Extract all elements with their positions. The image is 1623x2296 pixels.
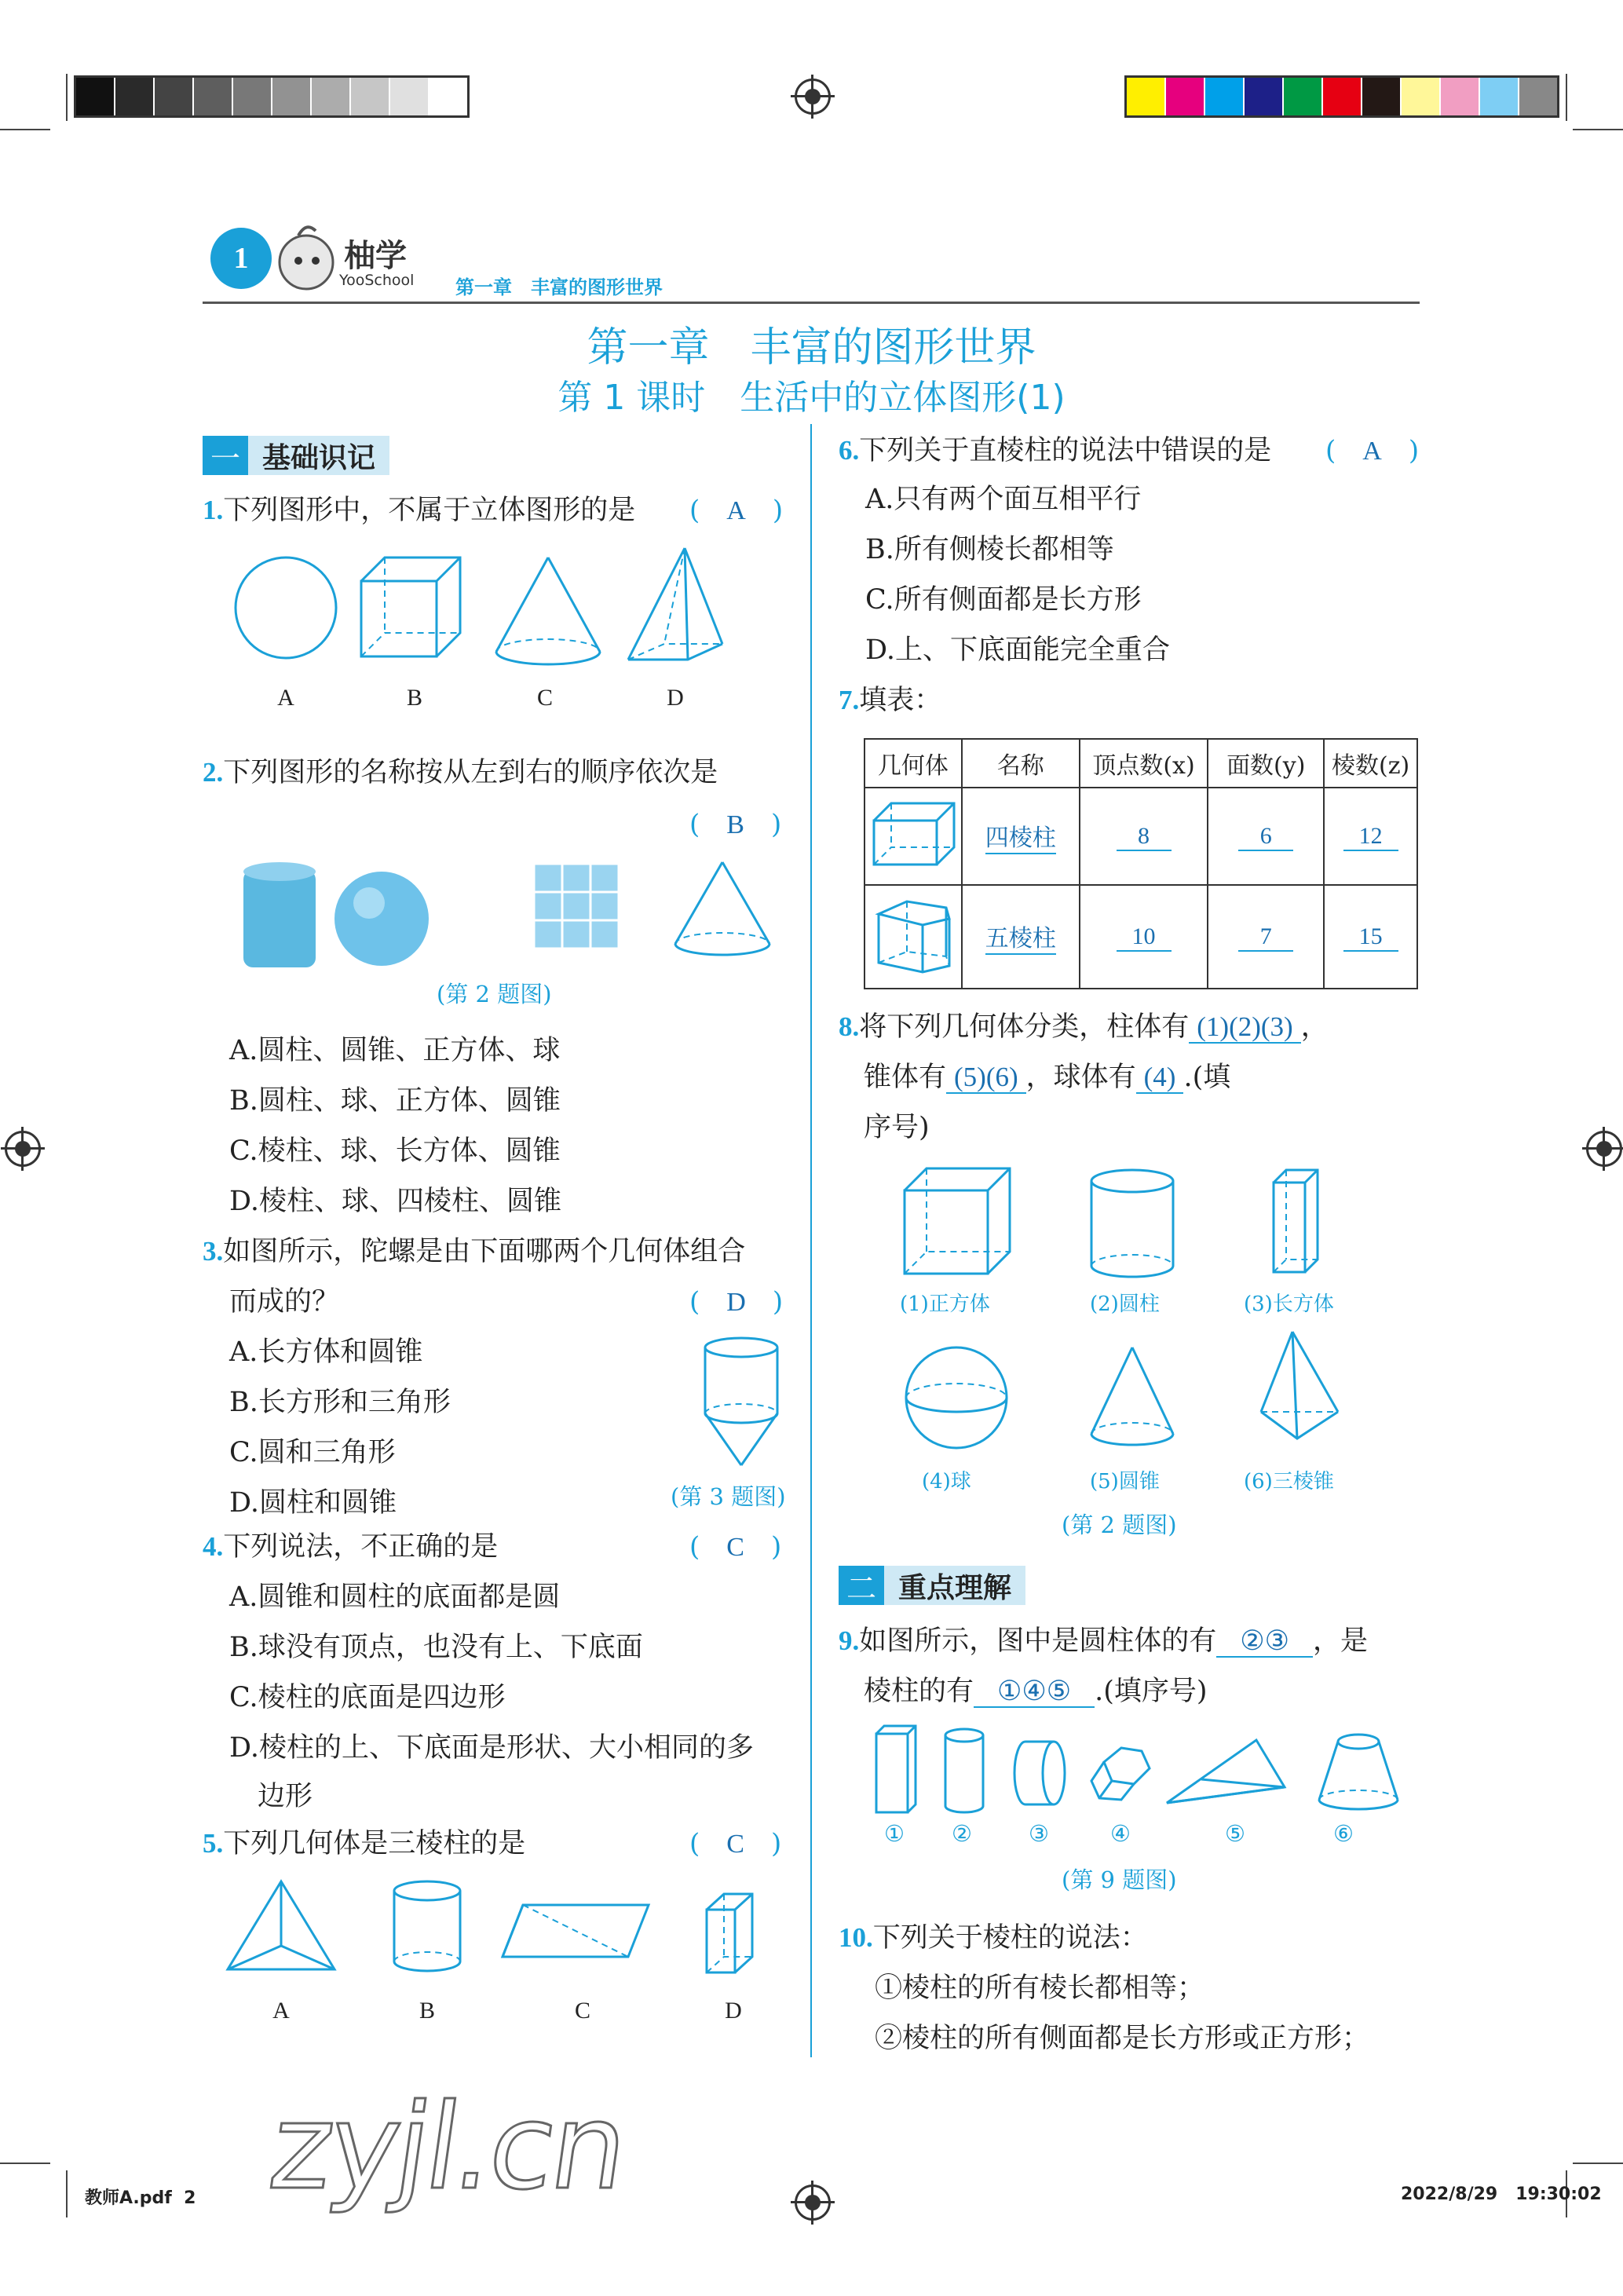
crop-mark — [1566, 74, 1567, 121]
q2-option-c: C.棱柱、球、长方体、圆锥 — [229, 1135, 561, 1167]
table-cell: 8 — [1080, 788, 1208, 885]
mascot-icon — [275, 221, 338, 292]
q9-blank-cylinders: ②③ — [1216, 1625, 1313, 1658]
section-key-understanding — [839, 1566, 1025, 1605]
answer-3: ( D ) — [689, 1286, 784, 1318]
question-4: 4.下列说法，不正确的是 — [203, 1531, 499, 1563]
answer-5: ( C ) — [689, 1828, 782, 1859]
answer-6: ( A ) — [1325, 435, 1420, 466]
q8-caption: (第 2 题图) — [1062, 1512, 1177, 1538]
pentagonal-prism-icon — [868, 890, 959, 977]
footer-file: 教师A.pdf 2 — [85, 2188, 196, 2208]
q10-item-2: ②棱柱的所有侧面都是长方形或正方形； — [875, 2023, 1370, 2054]
q4-option-a: A.圆锥和圆柱的底面都是圆 — [229, 1581, 561, 1613]
q3-caption: (第 3 题图) — [671, 1483, 786, 1510]
question-5: 5.下列几何体是三棱柱的是 — [203, 1828, 526, 1859]
registration-mark — [1586, 1131, 1622, 1167]
q5-label-d: D — [725, 1998, 742, 2024]
table-header: 名称 — [962, 739, 1080, 788]
section-number: 二 — [839, 1566, 884, 1605]
question-9-line2: 棱柱的有 ①④⑤ .(填序号) — [864, 1676, 1208, 1707]
q2-figures — [236, 856, 785, 982]
color-bar — [1124, 75, 1559, 118]
question-1: 1.下列图形中，不属于立体图形的是 — [203, 495, 636, 526]
q2-caption: (第 2 题图) — [437, 981, 552, 1007]
q3-top-figure — [699, 1335, 785, 1473]
q4-option-d-cont: 边形 — [258, 1781, 313, 1812]
crop-mark — [66, 74, 68, 121]
q3-option-d: D.圆柱和圆锥 — [229, 1487, 397, 1519]
q6-option-c: C.所有侧面都是长方形 — [865, 584, 1142, 616]
q9-label-1: ① — [884, 1820, 905, 1847]
table-header: 面数(y) — [1208, 739, 1324, 788]
answer-4: ( C ) — [689, 1531, 782, 1563]
page-number-badge — [210, 228, 272, 289]
section-basic — [203, 436, 389, 475]
table-cell: 10 — [1080, 885, 1208, 989]
q9-blank-prisms: ①④⑤ — [974, 1676, 1095, 1708]
question-9: 9.如图所示，图中是圆柱体的有 ②③ ，是 — [839, 1625, 1369, 1657]
table-cell: 12 — [1324, 788, 1417, 885]
question-3: 3.如图所示，陀螺是由下面哪两个几何体组合 — [203, 1236, 746, 1267]
q8-label-5: (5)圆锥 — [1090, 1470, 1160, 1493]
q1-label-d: D — [667, 685, 684, 711]
question-2: 2.下列图形的名称按从左到右的顺序依次是 — [203, 757, 718, 788]
answer-1: ( A ) — [689, 495, 784, 526]
table-cell: 6 — [1208, 788, 1324, 885]
q2-option-a: A.圆柱、圆锥、正方体、球 — [229, 1035, 561, 1066]
registration-mark — [5, 1131, 41, 1167]
q9-caption: (第 9 题图) — [1062, 1866, 1177, 1893]
q8-label-1: (1)正方体 — [900, 1292, 990, 1316]
q8-label-3: (3)长方体 — [1244, 1292, 1334, 1316]
q3-option-c: C.圆和三角形 — [229, 1437, 396, 1468]
q8-blank-prisms: (1)(2)(3) — [1189, 1011, 1300, 1044]
q6-option-d: D.上、下底面能完全重合 — [865, 634, 1170, 666]
crop-mark — [1573, 129, 1623, 130]
q3-option-b: B.长方形和三角形 — [229, 1387, 451, 1418]
q5-figures — [225, 1874, 774, 1983]
crop-mark — [0, 2163, 50, 2164]
question-8: 8.将下列几何体分类，柱体有 (1)(2)(3) ， — [839, 1011, 1329, 1043]
registration-mark — [795, 79, 831, 115]
q4-option-c: C.棱柱的底面是四边形 — [229, 1682, 506, 1713]
table-header: 几何体 — [865, 739, 962, 788]
table-row — [865, 788, 1417, 885]
chapter-title: 第一章 丰富的图形世界 — [587, 324, 1036, 371]
question-7: 7.填表： — [839, 685, 942, 716]
table-row — [865, 885, 1417, 989]
q9-label-5: ⑤ — [1225, 1820, 1245, 1847]
crop-mark — [0, 129, 50, 130]
q1-label-a: A — [277, 685, 294, 711]
page-number: 1 — [233, 242, 249, 275]
q9-label-4: ④ — [1110, 1820, 1131, 1847]
grayscale-bar — [74, 75, 470, 118]
table-header: 顶点数(x) — [1080, 739, 1208, 788]
q3-option-a: A.长方体和圆锥 — [229, 1336, 423, 1368]
q7-table — [864, 738, 1418, 989]
table-cell-figure — [865, 788, 962, 885]
q2-option-b: B.圆柱、球、正方体、圆锥 — [229, 1085, 561, 1117]
q8-label-6: (6)三棱锥 — [1244, 1470, 1334, 1493]
table-header: 棱数(z) — [1324, 739, 1417, 788]
answer-2: ( B ) — [689, 809, 782, 840]
q1-label-b: B — [406, 685, 422, 711]
q8-label-4: (4)球 — [922, 1470, 971, 1493]
q4-option-b: B.球没有顶点，也没有上、下底面 — [229, 1632, 643, 1663]
table-cell: 五棱柱 — [962, 885, 1080, 989]
question-8-line3: 序号) — [864, 1112, 930, 1143]
q1-label-c: C — [536, 685, 553, 711]
q2-option-d: D.棱柱、球、四棱柱、圆锥 — [229, 1186, 561, 1217]
section-title: 重点理解 — [884, 1566, 1025, 1605]
q5-label-c: C — [574, 1998, 590, 2024]
q4-option-d: D.棱柱的上、下底面是形状、大小相同的多 — [229, 1732, 754, 1764]
table-cell: 15 — [1324, 885, 1417, 989]
question-3-line2: 而成的？ — [229, 1286, 340, 1318]
running-title: 第一章 丰富的图形世界 — [455, 276, 663, 298]
crop-mark — [1573, 2163, 1623, 2164]
q8-blank-spheres: (4) — [1136, 1062, 1184, 1094]
q9-label-2: ② — [952, 1820, 972, 1847]
section-number: 一 — [203, 436, 248, 475]
lesson-title: 第 1 课时 生活中的立体图形(1) — [557, 378, 1066, 418]
registration-mark — [795, 2184, 831, 2221]
q9-label-6: ⑥ — [1333, 1820, 1354, 1847]
crop-mark — [66, 2170, 68, 2217]
header-rule — [203, 302, 1420, 304]
brand-en: YooSchool — [339, 272, 415, 289]
section-title: 基础识记 — [248, 436, 389, 475]
q6-option-a: A.只有两个面互相平行 — [865, 484, 1142, 515]
table-cell: 四棱柱 — [962, 788, 1080, 885]
q5-label-a: A — [272, 1998, 290, 2024]
quadrangular-prism-icon — [868, 794, 959, 872]
question-6: 6.下列关于直棱柱的说法中错误的是 — [839, 435, 1272, 466]
watermark: zyjl.cn — [261, 2079, 634, 2216]
q1-figures — [220, 542, 738, 683]
q10-item-1: ①棱柱的所有棱长都相等； — [875, 1972, 1205, 2004]
question-8-line2: 锥体有 (5)(6) ，球体有 (4) .(填 — [864, 1062, 1231, 1093]
brand-name: 柚学 — [344, 238, 407, 274]
q9-figures — [872, 1724, 1406, 1819]
footer-datetime: 2022/8/29 19:30:02 — [1401, 2184, 1602, 2204]
q9-label-3: ③ — [1029, 1820, 1049, 1847]
question-10: 10.下列关于棱柱的说法： — [839, 1922, 1148, 1954]
table-cell: 7 — [1208, 885, 1324, 989]
table-cell-figure — [865, 885, 962, 989]
q8-blank-cones: (5)(6) — [946, 1062, 1026, 1094]
q5-label-b: B — [419, 1998, 435, 2024]
column-divider — [810, 424, 812, 2057]
q8-label-2: (2)圆柱 — [1090, 1292, 1160, 1316]
q6-option-b: B.所有侧棱长都相等 — [865, 534, 1114, 565]
